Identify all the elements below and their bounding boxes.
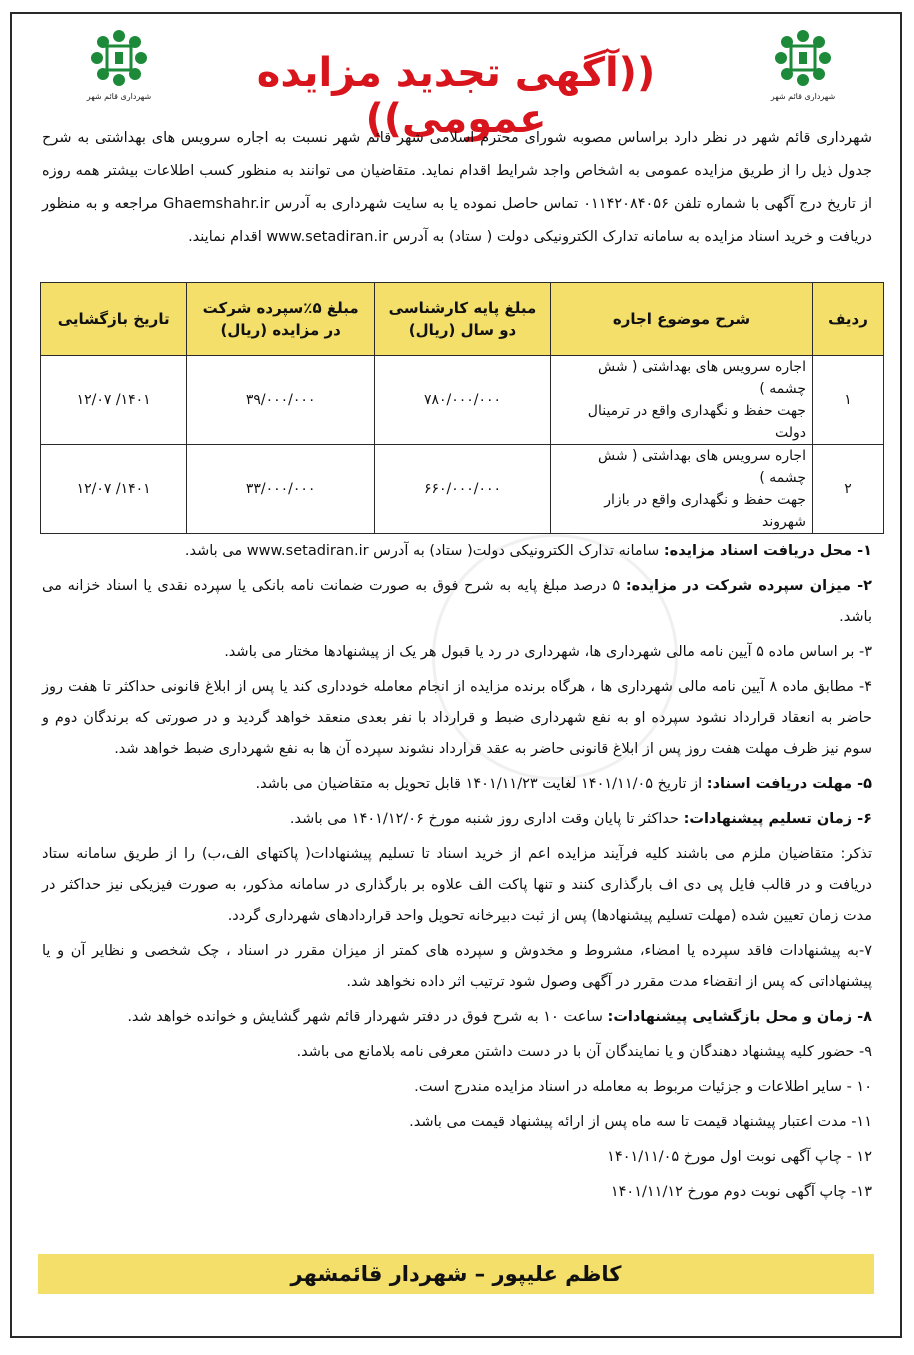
clause-label: ۶- زمان تسلیم پیشنهادات:: [683, 811, 872, 827]
clause-text: ساعت ۱۰ به شرح فوق در دفتر شهردار قائم شهر گشایش و خوانده خواهد شد.: [127, 1009, 608, 1025]
clause-2: [42, 571, 872, 633]
clause-13: [42, 1177, 872, 1208]
clause-note: [42, 839, 872, 932]
conditions-list: [42, 536, 872, 1212]
clause-text: ۴- مطابق ماده ۸ آیین نامه مالی شهرداری ها ، هرگاه برنده مزایده از انجام معامله خودداری کند یا پس از ابلاغ قانونی حداکثر تا هفت روز حاضر به انعقاد قرارداد نشود سپرده او به نفع شهرداری ضبط و قرارداد با نفر بعدی منعقد خواهد گردید و در صورتی که برندگان دوم و سوم نیز ظرف مهلت هفت روز پس از ابلاغ قانونی حاضر به عقد قرارداد نشوند سپرده آن ها به نفع شهرداری ضبط خواهد شد.: [42, 679, 872, 757]
description-line-1: اجاره سرویس های بهداشتی ( شش چشمه ): [597, 448, 806, 486]
municipality-logo-icon: [772, 28, 834, 86]
table-row: [41, 356, 884, 445]
clause-10: [42, 1072, 872, 1103]
clause-1: [42, 536, 872, 567]
header-base-price: مبلغ پایه کارشناسی دو سال (ریال): [375, 283, 551, 356]
cell-row-number: ۲: [812, 445, 883, 534]
clause-3: [42, 637, 872, 668]
cell-description: [551, 445, 813, 534]
clause-text: از تاریخ ۱۴۰۱/۱۱/۰۵ لغایت ۱۴۰۱/۱۱/۲۳ قابل تحویل به متقاضیان می باشد.: [255, 776, 707, 792]
clause-text: ۹- حضور کلیه پیشنهاد دهندگان و یا نمایندگان آن با در دست داشتن معرفی نامه بلامانع می باشد.: [296, 1044, 872, 1060]
clause-label: ۸- زمان و محل بازگشایی پیشنهادات:: [607, 1009, 872, 1025]
header-row-number: ردیف: [812, 283, 883, 356]
notice-frame: [10, 12, 902, 1338]
cell-deposit: ۳۳/۰۰۰/۰۰۰: [187, 445, 375, 534]
clause-8: [42, 1002, 872, 1033]
clause-text: ۱۱- مدت اعتبار پیشنهاد قیمت تا سه ماه پس از ارائه پیشنهاد قیمت می باشد.: [409, 1114, 872, 1130]
clause-text: ۱۲ - چاپ آگهی نوبت اول مورخ ۱۴۰۱/۱۱/۰۵: [607, 1149, 872, 1165]
clause-label: ۵- مهلت دریافت اسناد:: [706, 776, 872, 792]
header-opening-date: تاریخ بازگشایی: [41, 283, 187, 356]
municipality-logo-right: [758, 28, 848, 101]
clause-text: ۱۳- چاپ آگهی نوبت دوم مورخ ۱۴۰۱/۱۱/۱۲: [610, 1184, 872, 1200]
header-deposit: مبلغ ۵٪سپرده شرکت در مزایده (ریال): [187, 283, 375, 356]
clause-9: [42, 1037, 872, 1068]
clause-4: [42, 672, 872, 765]
clause-text: سامانه تدارک الکترونیکی دولت( ستاد) به آدرس www.setadiran.ir می باشد.: [184, 543, 664, 559]
clause-6: [42, 804, 872, 835]
cell-base-price: ۶۶۰/۰۰۰/۰۰۰: [375, 445, 551, 534]
auction-table: [40, 282, 884, 534]
description-line-1: اجاره سرویس های بهداشتی ( شش چشمه ): [597, 359, 806, 397]
clause-text: ۱۰ - سایر اطلاعات و جزئیات مربوط به معامله در اسناد مزایده مندرج است.: [414, 1079, 872, 1095]
clause-text: حداکثر تا پایان وقت اداری روز شنبه مورخ ۱۴۰۱/۱۲/۰۶ می باشد.: [289, 811, 684, 827]
intro-paragraph: شهرداری قائم شهر در نظر دارد براساس مصوبه شورای محترم اسلامی شهر قائم شهر نسبت به اجاره سرویس های بهداشتی به شرح جدول ذیل را از طریق مزایده عمومی به اشخاص واجد شرایط اقدام نماید. متقاضیان می توانند به منظور کسب اطلاعات بیشتر همه روزه از تاریخ درج آگهی با شماره تلفن ۰۱۱۴۲۰۸۴۰۵۶ تماس حاصل نموده یا به سایت شهرداری به آدرس Ghaemshahr.ir مراجعه و به منظور دریافت و خرید اسناد مزایده به سامانه تدارک الکترونیکی دولت ( ستاد) به آدرس www.setadiran.ir اقدام نمایند.: [42, 130, 872, 245]
municipality-logo-left: [74, 28, 164, 101]
cell-deposit: ۳۹/۰۰۰/۰۰۰: [187, 356, 375, 445]
clause-12: [42, 1142, 872, 1173]
municipality-logo-icon: [88, 28, 150, 86]
clause-11: [42, 1107, 872, 1138]
clause-text: تذکر: متقاضیان ملزم می باشند کلیه فرآیند مزایده اعم از خرید اسناد تا تسلیم پیشنهادات( پاکتهای الف،ب) را از طریق سامانه ستاد دریافت و در قالب فایل پی دی اف بارگذاری کنند و تنها پاکت الف علاوه بر بارگذاری در سامانه مذکور، به صورت فیزیکی نیز حداکثر در مدت زمان تعیین شده (مهلت تسلیم پیشنهادها) پس از ثبت دبیرخانه تحویل واحد قراردادهای شهرداری گردد.: [42, 846, 872, 924]
clause-label: ۲- میزان سپرده شرکت در مزایده:: [625, 578, 872, 594]
notice-title: ((آگهی تجدید مزایده عمومی)): [256, 50, 656, 142]
cell-description: [551, 356, 813, 445]
table-row: [41, 445, 884, 534]
header-description: شرح موضوع اجاره: [551, 283, 813, 356]
clause-7: [42, 936, 872, 998]
clause-5: [42, 769, 872, 800]
description-line-2: جهت حفظ و نگهداری واقع در بازار شهروند: [604, 492, 806, 530]
cell-opening-date: ۱۴۰۱/ ۱۲/۰۷: [41, 356, 187, 445]
cell-opening-date: ۱۴۰۱/ ۱۲/۰۷: [41, 445, 187, 534]
logo-caption-left: شهرداری قائم شهر: [86, 92, 152, 101]
logo-caption-right: شهرداری قائم شهر: [770, 92, 836, 101]
mayor-signature: کاظم علیپور – شهردار قائمشهر: [38, 1254, 874, 1294]
clause-text: ۷-به پیشنهادات فاقد سپرده یا امضاء، مشروط و مخدوش و سپرده های کمتر از میزان مقرر در اسناد ، چک شخصی و نظایر آن و یا پیشنهاداتی که پس از انقضاء مدت مقرر در آگهی وصول شود ترتیب اثر داده نخواهد شد.: [42, 943, 872, 990]
cell-base-price: ۷۸۰/۰۰۰/۰۰۰: [375, 356, 551, 445]
clause-text: ۳- بر اساس ماده ۵ آیین نامه مالی شهرداری ها، شهرداری در رد یا قبول هر یک از پیشنهادها مختار می باشد.: [224, 644, 872, 660]
clause-text: ۵ درصد مبلغ پایه به شرح فوق به صورت ضمانت نامه بانکی یا سپرده نقدی یا اسناد خزانه می باشد.: [42, 578, 872, 625]
cell-row-number: ۱: [812, 356, 883, 445]
description-line-2: جهت حفظ و نگهداری واقع در ترمینال دولت: [587, 403, 806, 441]
clause-label: ۱- محل دریافت اسناد مزایده:: [663, 543, 872, 559]
notice-header: [12, 14, 900, 142]
table-header-row: [41, 283, 884, 356]
